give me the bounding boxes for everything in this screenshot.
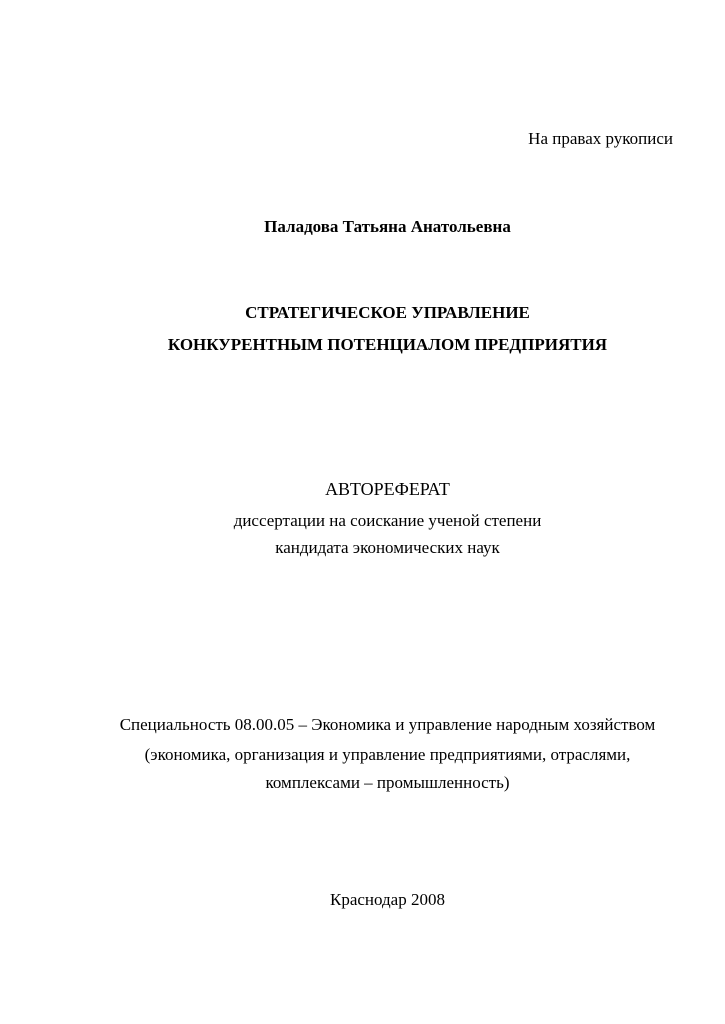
city-year: Краснодар 2008 [330, 890, 445, 909]
specialty-line-1: Специальность 08.00.05 – Экономика и управление народным хозяйством [119, 715, 656, 734]
specialty-line-2: (экономика, организация и управление предприятиями, отраслями, [144, 745, 631, 764]
title-line-1: СТРАТЕГИЧЕСКОЕ УПРАВЛЕНИЕ [245, 303, 530, 322]
title-line-2: КОНКУРЕНТНЫМ ПОТЕНЦИАЛОМ ПРЕДПРИЯТИЯ [167, 335, 608, 354]
dissertation-line-1: диссертации на соискание ученой степени [233, 511, 542, 530]
author-name: Паладова Татьяна Анатольевна [264, 217, 511, 236]
specialty-line-3: комплексами – промышленность) [265, 773, 510, 792]
manuscript-note: На правах рукописи [528, 129, 673, 148]
dissertation-line-2: кандидата экономических наук [275, 538, 500, 557]
abstract-label: АВТОРЕФЕРАТ [325, 479, 450, 499]
